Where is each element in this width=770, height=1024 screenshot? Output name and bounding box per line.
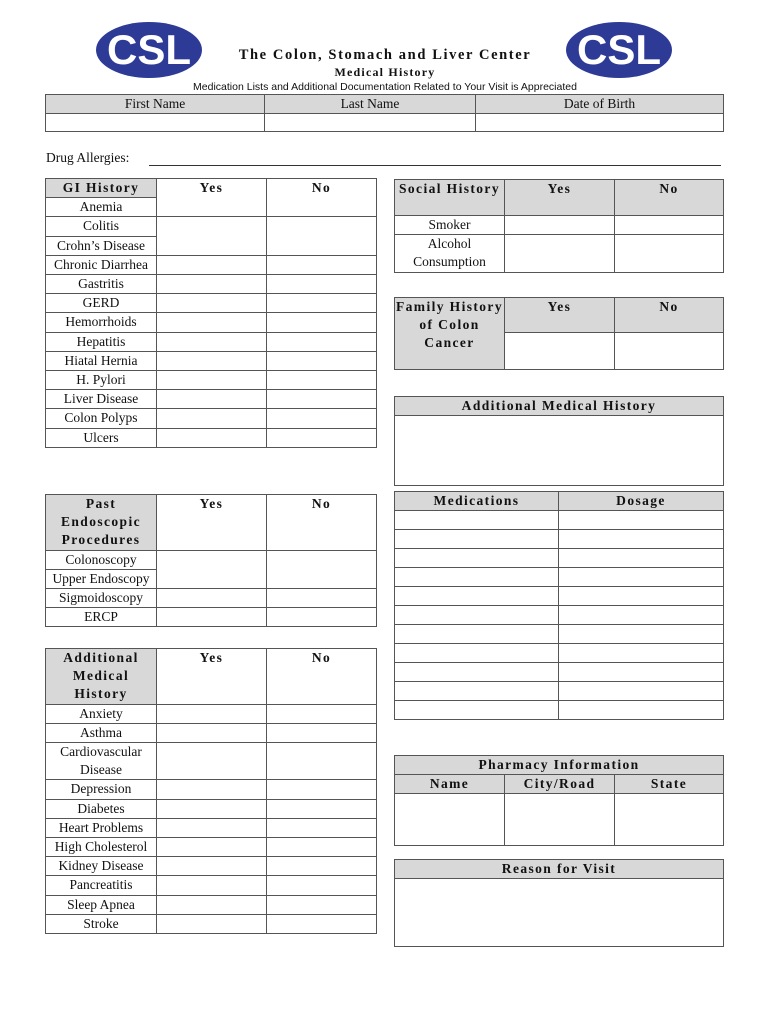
gi-item: Colitis <box>46 217 157 236</box>
gi-no-cell[interactable] <box>267 390 377 409</box>
social-no-header: No <box>615 180 724 216</box>
gi-item: H. Pylori <box>46 371 157 390</box>
add-yes-cell[interactable] <box>157 818 267 837</box>
pharmacy-city-header: City/Road <box>505 775 615 794</box>
logo-text: CSL <box>107 26 191 73</box>
pharmacy-table <box>394 755 724 846</box>
form-subtitle: Medical History <box>334 65 436 79</box>
drug-allergies-field[interactable] <box>149 165 721 166</box>
pharmacy-name-header: Name <box>395 775 505 794</box>
add-item: Asthma <box>46 723 157 742</box>
add-item: High Cholesterol <box>46 838 157 857</box>
endo-yes-cell[interactable] <box>157 589 267 608</box>
endo-yes-cell[interactable] <box>157 608 267 627</box>
pharmacy-title: Pharmacy Information <box>395 756 724 775</box>
patient-info-table <box>45 94 724 132</box>
last-name-header: Last Name <box>265 95 476 114</box>
add-yes-cell[interactable] <box>157 704 267 723</box>
add-yes-cell[interactable] <box>157 895 267 914</box>
add-no-cell[interactable] <box>267 895 377 914</box>
reason-field[interactable] <box>395 879 724 947</box>
dob-header: Date of Birth <box>476 95 724 114</box>
add-yes-cell[interactable] <box>157 857 267 876</box>
social-no-cell[interactable] <box>615 235 724 272</box>
family-history-title: Family History of Colon Cancer <box>395 298 505 370</box>
endo-no-header: No <box>267 495 377 551</box>
add-no-cell[interactable] <box>267 818 377 837</box>
gi-yes-cell[interactable] <box>157 255 267 274</box>
add-item: Diabetes <box>46 799 157 818</box>
endo-item: Colonoscopy <box>46 550 157 569</box>
medication-cell[interactable] <box>395 606 559 625</box>
gi-item: GERD <box>46 294 157 313</box>
gi-yes-cell[interactable] <box>157 313 267 332</box>
dosage-cell[interactable] <box>559 625 724 644</box>
social-yes-cell[interactable] <box>505 235 615 272</box>
medication-cell[interactable] <box>395 587 559 606</box>
add-no-cell[interactable] <box>267 857 377 876</box>
add-yes-cell[interactable] <box>157 914 267 933</box>
gi-item: Hepatitis <box>46 332 157 351</box>
drug-allergies-label: Drug Allergies: <box>46 150 130 165</box>
gi-no-header: No <box>267 179 377 217</box>
gi-no-cell[interactable] <box>267 371 377 390</box>
family-history-table <box>394 297 724 370</box>
dosage-header: Dosage <box>559 492 724 511</box>
last-name-field[interactable] <box>265 114 476 132</box>
medication-cell[interactable] <box>395 701 559 720</box>
form-note: Medication Lists and Additional Documentation Related to Your Visit is Appreciated <box>193 81 577 93</box>
medication-cell[interactable] <box>395 663 559 682</box>
gi-item: Crohn’s Disease <box>46 236 157 255</box>
gi-item: Gastritis <box>46 275 157 294</box>
add-item: Anxiety <box>46 704 157 723</box>
reason-title: Reason for Visit <box>395 860 724 879</box>
gi-item: Anemia <box>46 198 157 217</box>
pharmacy-city-field[interactable] <box>505 794 615 846</box>
medication-cell[interactable] <box>395 625 559 644</box>
dosage-cell[interactable] <box>559 511 724 530</box>
add-no-cell[interactable] <box>267 914 377 933</box>
first-name-header: First Name <box>46 95 265 114</box>
gi-item: Liver Disease <box>46 390 157 409</box>
gi-history-title: GI History <box>46 179 157 198</box>
family-yes-header: Yes <box>505 298 615 333</box>
add-yes-cell[interactable] <box>157 799 267 818</box>
add-item: Kidney Disease <box>46 857 157 876</box>
gi-item: Hemorrhoids <box>46 313 157 332</box>
dob-field[interactable] <box>476 114 724 132</box>
gi-item: Colon Polyps <box>46 409 157 428</box>
social-item: Smoker <box>395 216 505 235</box>
dosage-cell[interactable] <box>559 644 724 663</box>
medication-cell[interactable] <box>395 682 559 701</box>
dosage-cell[interactable] <box>559 682 724 701</box>
gi-yes-cell[interactable] <box>157 409 267 428</box>
gi-no-cell[interactable] <box>267 217 377 255</box>
medication-cell[interactable] <box>395 644 559 663</box>
gi-no-cell[interactable] <box>267 332 377 351</box>
add-item: Stroke <box>46 914 157 933</box>
medications-header: Medications <box>395 492 559 511</box>
gi-yes-cell[interactable] <box>157 275 267 294</box>
endoscopic-title: Past Endoscopic Procedures <box>46 495 157 551</box>
medication-cell[interactable] <box>395 568 559 587</box>
form-title: The Colon, Stomach and Liver Center <box>238 47 532 63</box>
dosage-cell[interactable] <box>559 606 724 625</box>
social-no-cell[interactable] <box>615 216 724 235</box>
add-no-cell[interactable] <box>267 780 377 799</box>
add-no-cell[interactable] <box>267 704 377 723</box>
additional-notes-title: Additional Medical History <box>395 397 724 416</box>
family-yes-cell[interactable] <box>505 333 615 370</box>
endo-no-cell[interactable] <box>267 608 377 627</box>
add-item: Pancreatitis <box>46 876 157 895</box>
dosage-cell[interactable] <box>559 701 724 720</box>
gi-no-cell[interactable] <box>267 428 377 447</box>
family-no-header: No <box>615 298 724 333</box>
social-history-title: Social History <box>395 180 505 216</box>
dosage-cell[interactable] <box>559 663 724 682</box>
endo-no-cell[interactable] <box>267 550 377 588</box>
pharmacy-state-header: State <box>615 775 724 794</box>
additional-history-table <box>45 648 377 934</box>
add-item: Sleep Apnea <box>46 895 157 914</box>
add-yes-cell[interactable] <box>157 838 267 857</box>
dosage-cell[interactable] <box>559 587 724 606</box>
reason-table <box>394 859 724 947</box>
social-history-table <box>394 179 724 273</box>
social-item: Alcohol Consumption <box>395 235 505 272</box>
gi-no-cell[interactable] <box>267 275 377 294</box>
add-yes-cell[interactable] <box>157 876 267 895</box>
add-item: Depression <box>46 780 157 799</box>
gi-no-cell[interactable] <box>267 313 377 332</box>
dosage-cell[interactable] <box>559 568 724 587</box>
gi-yes-cell[interactable] <box>157 371 267 390</box>
medications-table <box>394 491 724 720</box>
endo-no-cell[interactable] <box>267 589 377 608</box>
gi-history-table <box>45 178 377 448</box>
gi-yes-header: Yes <box>157 179 267 217</box>
medication-cell[interactable] <box>395 530 559 549</box>
endo-item: ERCP <box>46 608 157 627</box>
add-item: Cardiovascular Disease <box>46 743 157 780</box>
endo-yes-cell[interactable] <box>157 550 267 588</box>
gi-no-cell[interactable] <box>267 409 377 428</box>
pharmacy-name-field[interactable] <box>395 794 505 846</box>
social-yes-header: Yes <box>505 180 615 216</box>
additional-history-title: Additional Medical History <box>46 649 157 705</box>
first-name-field[interactable] <box>46 114 265 132</box>
gi-no-cell[interactable] <box>267 255 377 274</box>
add-yes-header: Yes <box>157 649 267 705</box>
additional-notes-field[interactable] <box>395 416 724 486</box>
add-yes-cell[interactable] <box>157 743 267 780</box>
add-no-cell[interactable] <box>267 838 377 857</box>
pharmacy-state-field[interactable] <box>615 794 724 846</box>
gi-yes-cell[interactable] <box>157 390 267 409</box>
add-no-cell[interactable] <box>267 799 377 818</box>
social-yes-cell[interactable] <box>505 216 615 235</box>
dosage-cell[interactable] <box>559 549 724 568</box>
gi-item: Chronic Diarrhea <box>46 255 157 274</box>
add-no-cell[interactable] <box>267 876 377 895</box>
add-item: Heart Problems <box>46 818 157 837</box>
family-no-cell[interactable] <box>615 333 724 370</box>
gi-no-cell[interactable] <box>267 294 377 313</box>
additional-notes-table <box>394 396 724 486</box>
add-yes-cell[interactable] <box>157 723 267 742</box>
add-no-header: No <box>267 649 377 705</box>
medication-cell[interactable] <box>395 549 559 568</box>
add-no-cell[interactable] <box>267 723 377 742</box>
gi-yes-cell[interactable] <box>157 294 267 313</box>
gi-yes-cell[interactable] <box>157 217 267 255</box>
gi-yes-cell[interactable] <box>157 332 267 351</box>
gi-yes-cell[interactable] <box>157 428 267 447</box>
endo-item: Sigmoidoscopy <box>46 589 157 608</box>
add-yes-cell[interactable] <box>157 780 267 799</box>
add-no-cell[interactable] <box>267 743 377 780</box>
gi-item: Hiatal Hernia <box>46 351 157 370</box>
logo-text: CSL <box>577 26 661 73</box>
endoscopic-table <box>45 494 377 627</box>
medication-cell[interactable] <box>395 511 559 530</box>
dosage-cell[interactable] <box>559 530 724 549</box>
gi-yes-cell[interactable] <box>157 351 267 370</box>
gi-item: Ulcers <box>46 428 157 447</box>
endo-yes-header: Yes <box>157 495 267 551</box>
gi-no-cell[interactable] <box>267 351 377 370</box>
endo-item: Upper Endoscopy <box>46 569 157 588</box>
